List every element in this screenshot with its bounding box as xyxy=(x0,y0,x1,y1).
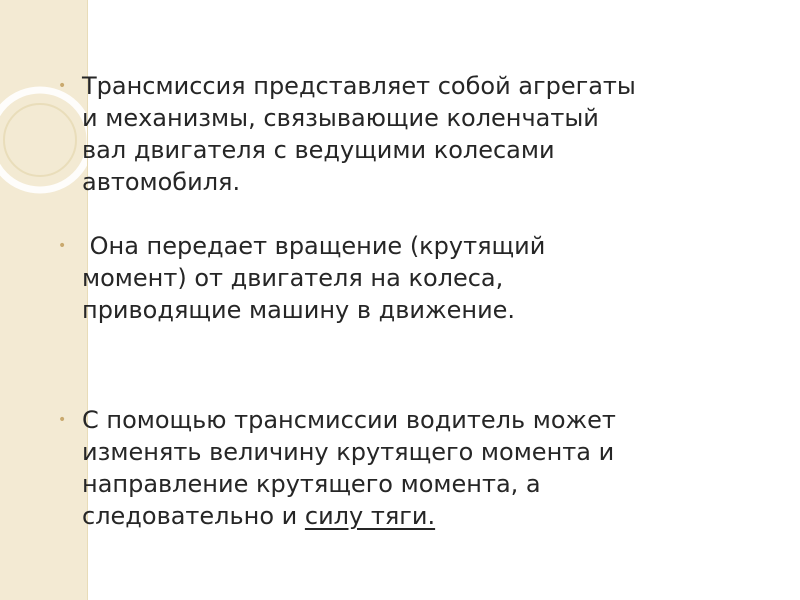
bullet-dot-icon: • xyxy=(58,78,67,94)
bullet-dot-icon: • xyxy=(58,238,67,254)
bullet-2-line-1: Она передает вращение (крутящий xyxy=(82,232,546,260)
bullet-3-line-1: С помощью трансмиссии водитель может xyxy=(82,406,616,434)
bullet-1-line-3: вал двигателя с ведущими колесами xyxy=(82,136,555,164)
bullet-dot-icon: • xyxy=(58,412,67,428)
bullet-3-line-2: изменять величину крутящего момента и xyxy=(82,438,615,466)
bullet-1-line-1: Трансмиссия представляет собой агрегаты xyxy=(82,72,636,100)
bullet-item-1 xyxy=(58,70,778,198)
bullet-1-line-4: автомобиля. xyxy=(82,168,241,196)
bullet-3-line-4-prefix: следовательно и xyxy=(82,502,305,530)
bullet-item-2 xyxy=(58,230,778,326)
slide-body xyxy=(58,70,778,532)
bullet-1-line-2: и механизмы, связывающие коленчатый xyxy=(82,104,599,132)
bullet-2-line-3: приводящие машину в движение. xyxy=(82,296,516,324)
bullet-3-line-3: направление крутящего момента, а xyxy=(82,470,541,498)
bullet-2-line-2: момент) от двигателя на колеса, xyxy=(82,264,504,292)
traction-force-link[interactable]: силу тяги. xyxy=(304,502,436,530)
bullet-item-3 xyxy=(58,404,778,532)
bullet-3-line-4 xyxy=(82,500,778,532)
